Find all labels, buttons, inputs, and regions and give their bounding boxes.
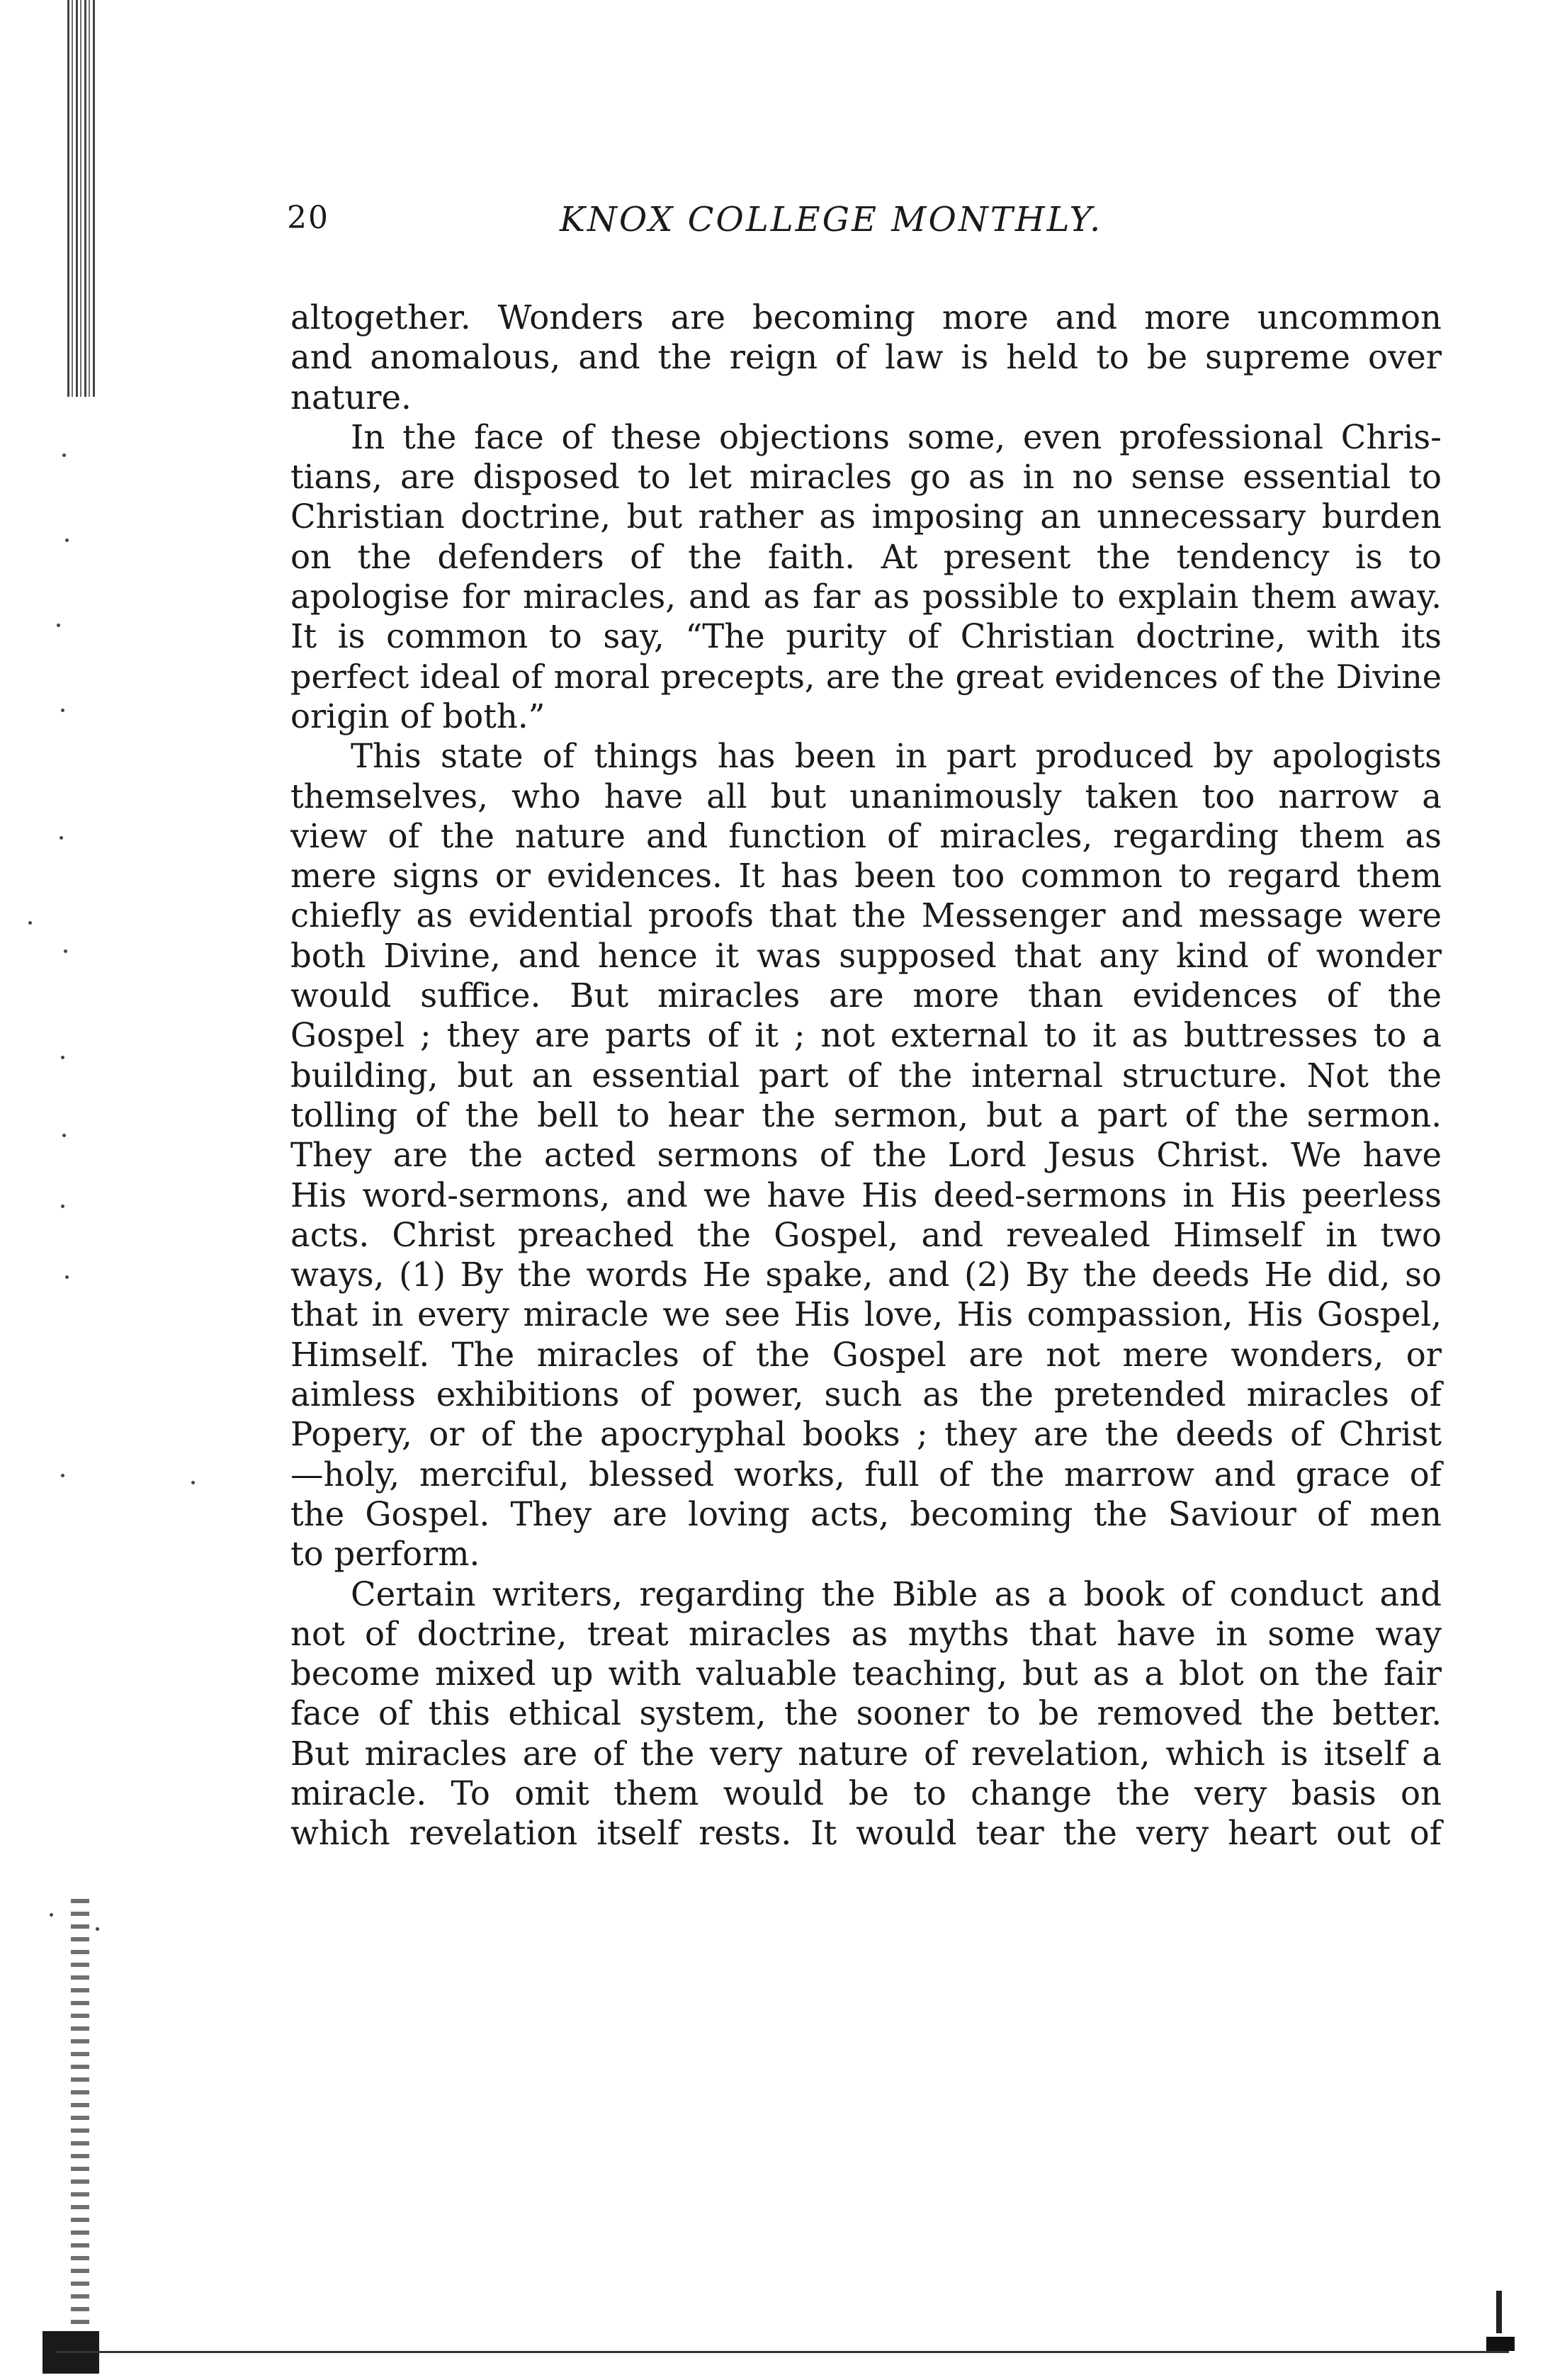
text-line: Certain writers, regarding the Bible as a book of conduct and — [351, 1574, 1442, 1613]
running-head — [287, 200, 1442, 256]
text-line: Himself. The miracles of the Gospel are not mere wonders, or — [290, 1335, 1442, 1374]
text-line: This state of things has been in part produced by apologists — [351, 737, 1442, 776]
text-line: view of the nature and function of miracles, regarding them as — [290, 816, 1442, 855]
text-line: become mixed up with valuable teaching, but as a blot on the fair — [290, 1654, 1442, 1693]
scan-speck — [96, 1927, 99, 1931]
binding-edge — [0, 0, 106, 2380]
text-line: would suffice. But miracles are more than evidences of the — [290, 976, 1442, 1015]
text-line: —holy, merciful, blessed works, full of the marrow and grace of — [290, 1455, 1442, 1494]
text-line: aimless exhibitions of power, such as the pretended miracles of — [290, 1375, 1442, 1414]
text-line: perfect ideal of moral precepts, are the great evidences of the Divine — [290, 657, 1442, 696]
text-line: face of this ethical system, the sooner to be removed the better. — [290, 1694, 1442, 1733]
page-number: 20 — [287, 200, 329, 236]
text-line: both Divine, and hence it was supposed that any kind of wonder — [290, 936, 1442, 975]
text-line: themselves, who have all but unanimously taken too narrow a — [290, 777, 1442, 816]
corner-ink-mark — [1486, 2287, 1515, 2358]
scan-speck — [57, 624, 60, 627]
body-text — [290, 298, 1442, 1854]
text-line: In the face of these objections some, even professional Chris- — [351, 417, 1442, 456]
scan-speck — [61, 1205, 64, 1208]
text-line: chiefly as evidential proofs that the Messenger and message were — [290, 896, 1442, 935]
text-line: His word-sermons, and we have His deed-sermons in His peerless — [290, 1175, 1442, 1214]
text-line: mere signs or evidences. It has been too common to regard them — [290, 857, 1442, 896]
scan-speck — [61, 709, 64, 712]
binding-shadow-bottom — [71, 1899, 89, 2352]
text-line: miracle. To omit them would be to change the very basis on — [290, 1773, 1442, 1812]
text-line: They are the acted sermons of the Lord Jesus Christ. We have — [290, 1136, 1442, 1175]
text-line: tolling of the bell to hear the sermon, but a part of the sermon. — [290, 1095, 1442, 1134]
text-line: tians, are disposed to let miracles go as in no sense essential to — [290, 458, 1442, 497]
text-line: altogether. Wonders are becoming more and more uncommon — [290, 298, 1442, 337]
scan-speck — [61, 1056, 64, 1059]
scan-speck — [28, 921, 32, 925]
scan-speck — [62, 453, 66, 457]
scan-speck — [64, 949, 67, 953]
scan-speck — [62, 1134, 66, 1137]
text-line: the Gospel. They are loving acts, becoming the Saviour of men — [290, 1494, 1442, 1533]
text-line: that in every miracle we see His love, His compassion, His Gospel, — [290, 1295, 1442, 1334]
binding-shadow-top — [67, 0, 96, 397]
scan-speck — [65, 538, 69, 542]
text-line: and anomalous, and the reign of law is held to be supreme over — [290, 338, 1442, 377]
running-title: KNOX COLLEGE MONTHLY. — [560, 200, 1103, 239]
text-line: apologise for miracles, and as far as possible to explain them away. — [290, 577, 1442, 616]
text-line: acts. Christ preached the Gospel, and revealed Himself in two — [290, 1215, 1442, 1254]
text-line: It is common to say, “The purity of Christian doctrine, with its — [290, 617, 1442, 656]
scan-speck — [60, 836, 63, 840]
text-line: origin of both.” — [290, 696, 545, 735]
text-line: not of doctrine, treat miracles as myths that have in some way — [290, 1614, 1442, 1653]
scan-speck — [191, 1481, 195, 1484]
text-line: Popery, or of the apocryphal books ; they are the deeds of Christ — [290, 1415, 1442, 1454]
text-line: But miracles are of the very nature of revelation, which is itself a — [290, 1734, 1442, 1773]
text-line: Christian doctrine, but rather as imposing an unnecessary burden — [290, 497, 1442, 536]
page-bottom-edge — [57, 2351, 1509, 2353]
text-line: on the defenders of the faith. At present the tendency is to — [290, 537, 1442, 576]
text-line: to perform. — [290, 1535, 480, 1574]
text-line: building, but an essential part of the internal structure. Not the — [290, 1056, 1442, 1095]
scan-speck — [61, 1474, 64, 1477]
text-line: which revelation itself rests. It would tear the very heart out of — [290, 1814, 1442, 1853]
scan-speck — [65, 1275, 69, 1279]
text-line: ways, (1) By the words He spake, and (2) By the deeds He did, so — [290, 1256, 1442, 1295]
text-line: Gospel ; they are parts of it ; not external to it as buttresses to a — [290, 1016, 1442, 1055]
text-line: nature. — [290, 378, 412, 417]
scan-speck — [50, 1913, 53, 1917]
